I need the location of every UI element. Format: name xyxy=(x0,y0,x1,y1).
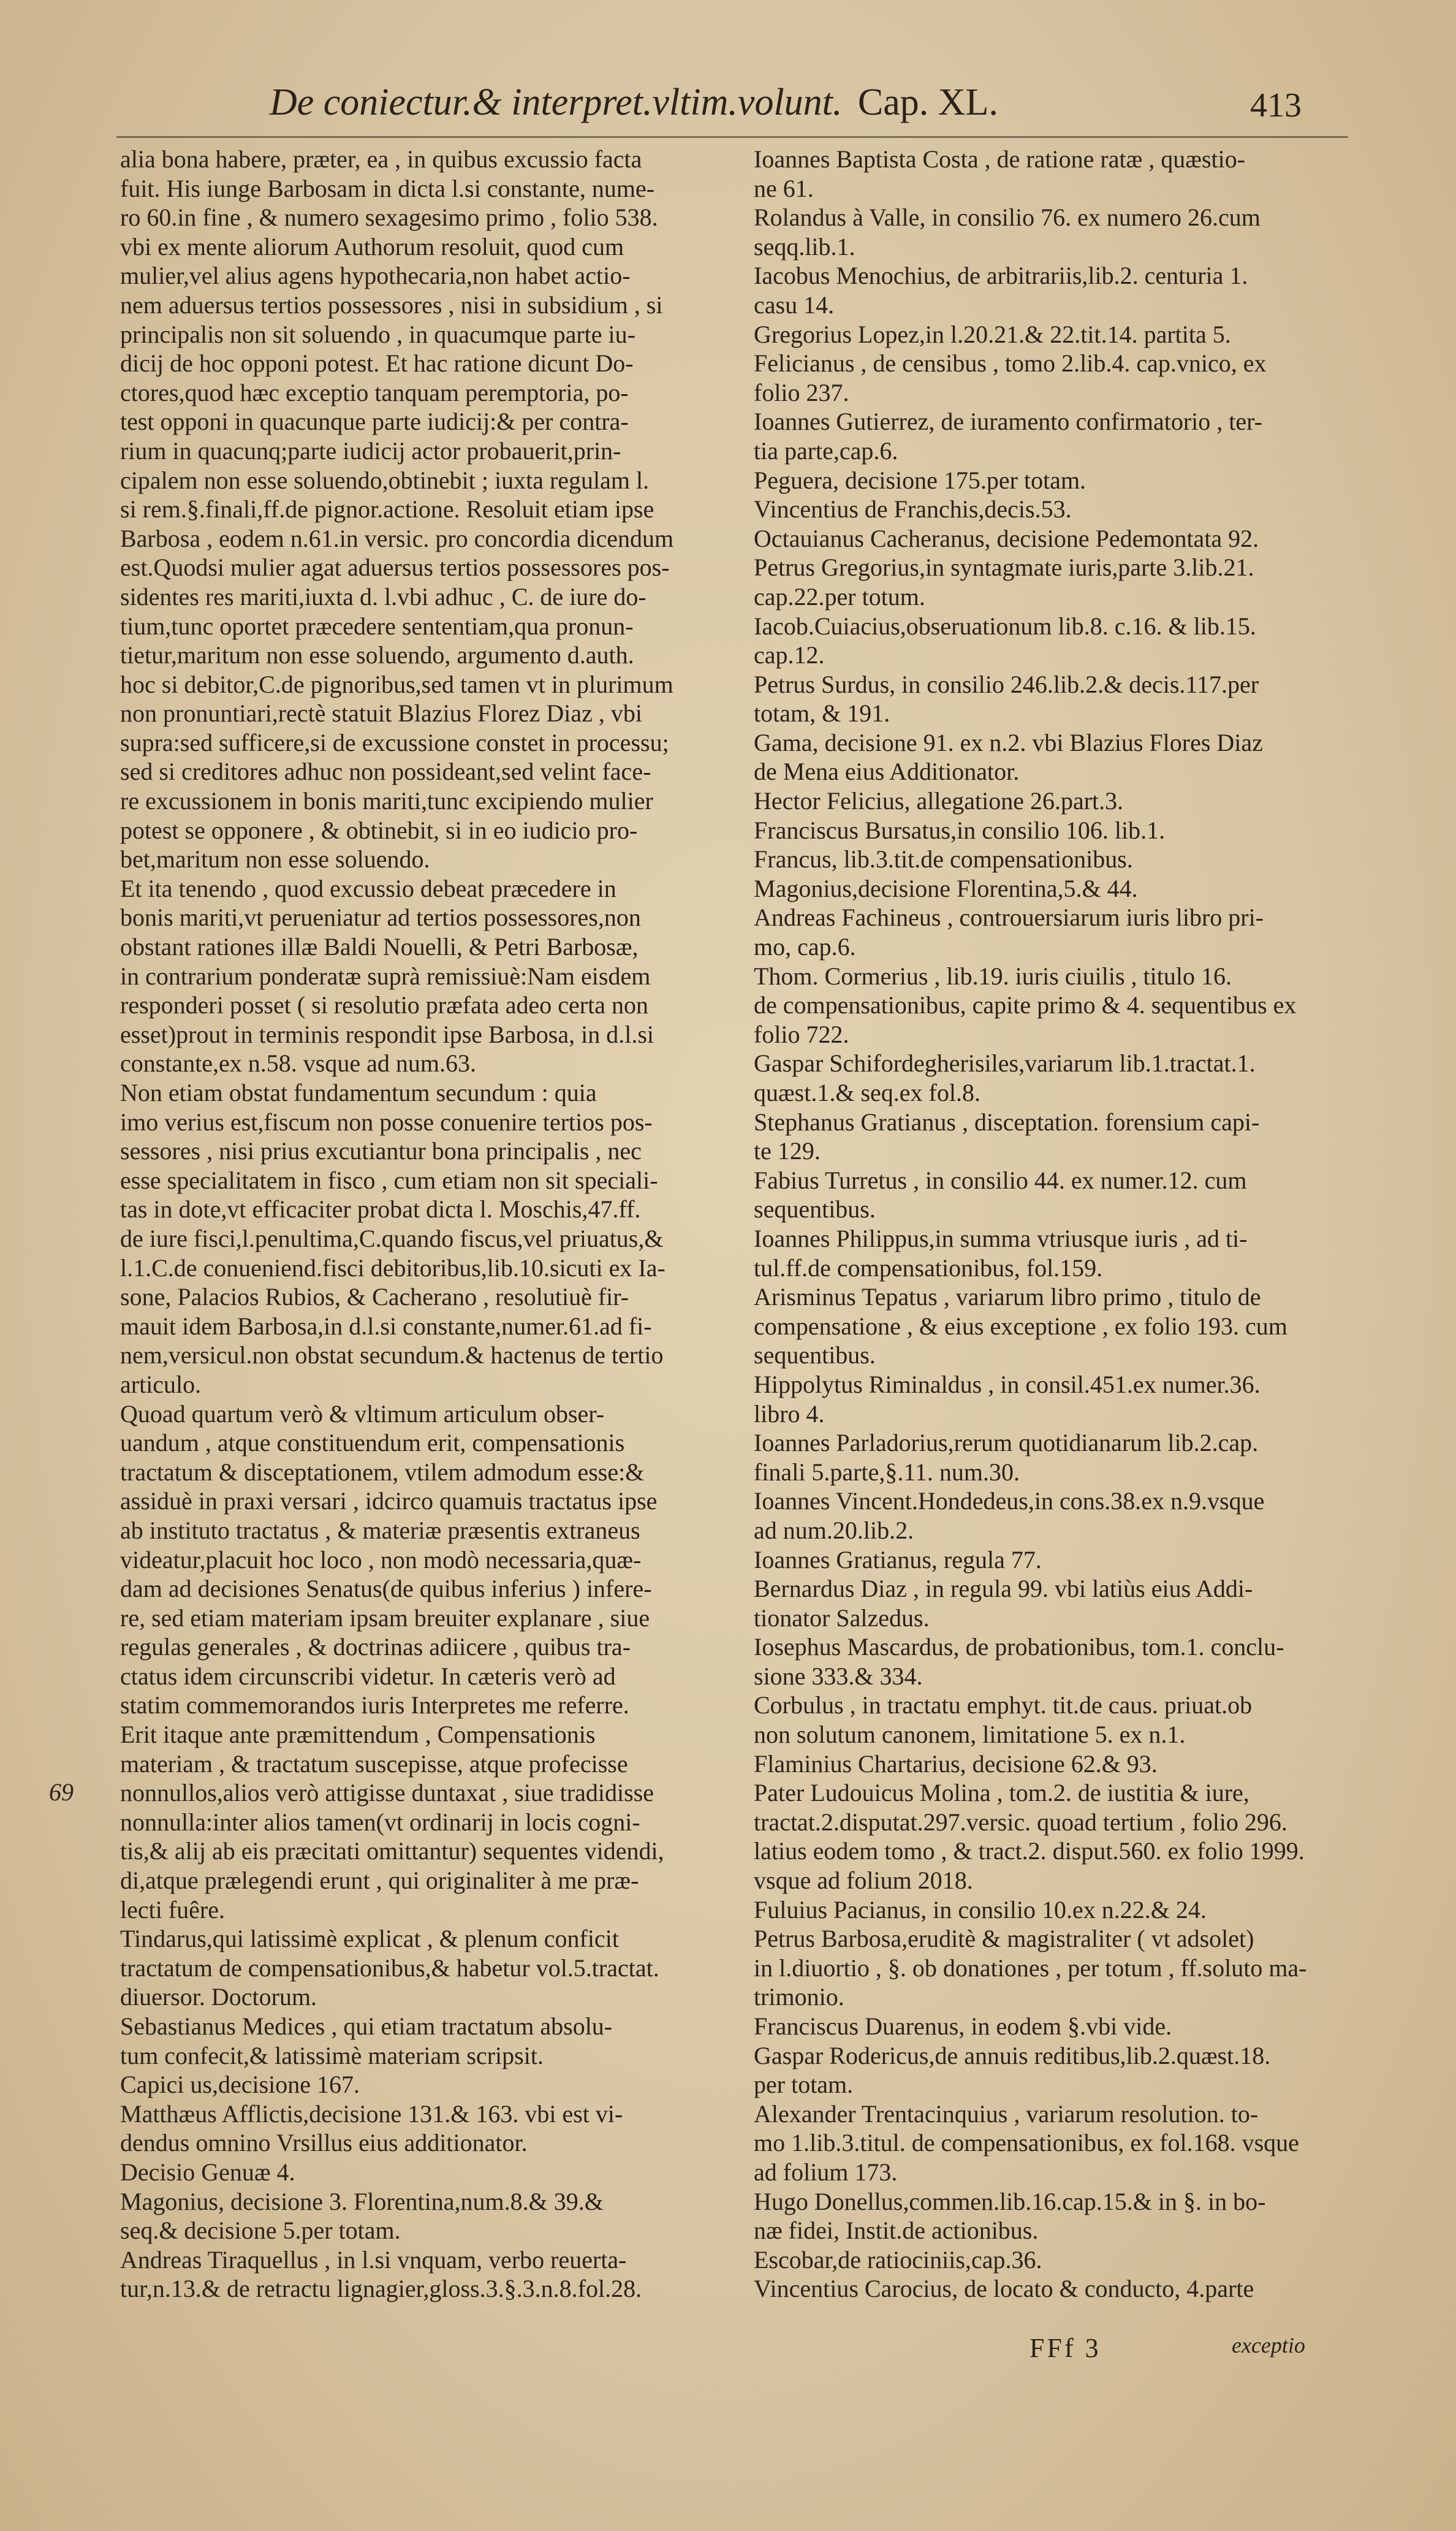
text-line: lecti fuêre. xyxy=(120,1895,225,1924)
text-line: supra:sed sufficere,si de excussione constet in processu; xyxy=(120,728,669,756)
text-line: l.1.C.de conueniend.fisci debitoribus,lib.10.sicuti ex Ia- xyxy=(120,1254,665,1282)
text-line: ad num.20.lib.2. xyxy=(754,1516,914,1544)
text-line: in contrarium ponderatæ suprà remissiuè:Nam eisdem xyxy=(120,962,651,990)
text-line: Arisminus Tepatus , variarum libro primo , titulo de xyxy=(754,1283,1261,1311)
text-line: te 129. xyxy=(754,1137,821,1165)
text-line: fuit. His iunge Barbosam in dicta l.si constante, nume- xyxy=(120,174,655,202)
text-line: Decisio Genuæ 4. xyxy=(120,2158,295,2186)
left-column xyxy=(120,145,727,2304)
text-line: obstant rationes illæ Baldi Nouelli, & Petri Barbosæ, xyxy=(120,933,639,961)
text-line: rium in quacunq;parte iudicij actor probauerit,prin- xyxy=(120,436,621,465)
text-line: bet,maritum non esse soluendo. xyxy=(120,845,430,873)
text-line: seq.& decisione 5.per totam. xyxy=(120,2217,401,2245)
running-header xyxy=(270,81,1324,142)
text-line: assiduè in praxi versari , idcirco quamuis tractatus ipse xyxy=(120,1487,658,1515)
text-line: Franciscus Bursatus,in consilio 106. lib.1. xyxy=(754,816,1166,844)
text-line: Rolandus à Valle, in consilio 76. ex numero 26.cum xyxy=(754,204,1261,232)
text-line: finali 5.parte,§.11. num.30. xyxy=(754,1458,1020,1486)
header-title: De coniectur.& interpret.vltim.volunt. xyxy=(270,82,843,123)
text-line: Franciscus Duarenus, in eodem §.vbi vide. xyxy=(754,2012,1172,2040)
margin-note: 69 xyxy=(49,1778,74,1806)
signature-mark: FFf 3 xyxy=(1029,2333,1101,2363)
text-line: Gama, decisione 91. ex n.2. vbi Blazius Flores Diaz xyxy=(754,728,1263,756)
text-line: de compensationibus, capite primo & 4. sequentibus ex xyxy=(754,991,1297,1019)
text-line: tium,tunc oportet præcedere sententiam,qua pronun- xyxy=(120,612,634,640)
text-line: materiam , & tractatum suscepisse, atque profecisse xyxy=(120,1749,628,1778)
text-line: re excussionem in bonis mariti,tunc excipiendo mulier xyxy=(120,787,653,815)
text-line: sequentibus. xyxy=(754,1195,876,1224)
text-line: næ fidei, Instit.de actionibus. xyxy=(754,2217,1039,2245)
page-number: 413 xyxy=(1250,86,1302,124)
text-line: Felicianus , de censibus , tomo 2.lib.4. cap.vnico, ex xyxy=(754,349,1267,378)
text-line: non pronuntiari,rectè statuit Blazius Florez Diaz , vbi xyxy=(120,699,642,728)
text-line: constante,ex n.58. vsque ad num.63. xyxy=(120,1049,476,1078)
text-line: in l.diuortio , §. ob donationes , per totum , ff.soluto ma- xyxy=(754,1954,1307,1982)
text-line: Gaspar Schifordegherisiles,variarum lib.1.tractat.1. xyxy=(754,1049,1256,1078)
text-line: cap.12. xyxy=(754,641,825,669)
text-line: Iacobus Menochius, de arbitrariis,lib.2. centuria 1. xyxy=(754,262,1248,290)
text-line: folio 237. xyxy=(754,378,849,406)
text-line: libro 4. xyxy=(754,1399,825,1428)
text-line: di,atque prælegendi erunt , qui originaliter à me præ- xyxy=(120,1867,639,1895)
text-line: tractat.2.disputat.297.versic. quoad tertium , folio 296. xyxy=(754,1808,1287,1836)
text-line: quæst.1.& seq.ex fol.8. xyxy=(754,1079,980,1106)
text-line: sione 333.& 334. xyxy=(754,1662,923,1690)
text-line: principalis non sit soluendo , in quacumque parte iu- xyxy=(120,320,635,348)
text-line: Pater Ludouicus Molina , tom.2. de iustitia & iure, xyxy=(754,1779,1249,1807)
text-line: tionator Salzedus. xyxy=(754,1604,930,1632)
text-line: folio 722. xyxy=(754,1020,849,1048)
text-line: Flaminius Chartarius, decisione 62.& 93. xyxy=(754,1749,1158,1778)
text-line: vsque ad folium 2018. xyxy=(754,1867,973,1895)
text-line: Ioannes Baptista Costa , de ratione ratæ , quæstio- xyxy=(754,145,1246,173)
text-line: sessores , nisi prius excutiantur bona principalis , nec xyxy=(120,1137,642,1165)
text-line: ab instituto tractatus , & materiæ præsentis extraneus xyxy=(120,1516,640,1544)
text-line: tas in dote,vt efficaciter probat dicta l. Moschis,47.ff. xyxy=(120,1195,641,1224)
text-line: Magonius, decisione 3. Florentina,num.8.& 39.& xyxy=(120,2187,604,2215)
text-line: sidentes res mariti,iuxta d. l.vbi adhuc , C. de iure do- xyxy=(120,582,646,611)
text-line: re, sed etiam materiam ipsam breuiter explanare , siue xyxy=(120,1604,650,1632)
text-line: Capici us,decisione 167. xyxy=(120,2071,360,2099)
text-line: latius eodem tomo , & tract.2. disput.560. ex folio 1999. xyxy=(754,1837,1305,1865)
text-line: trimonio. xyxy=(754,1983,844,2011)
text-line: Ioannes Philippus,in summa vtriusque iuris , ad ti- xyxy=(754,1224,1248,1252)
text-line: Ioannes Gutierrez, de iuramento confirmatorio , ter- xyxy=(754,408,1262,436)
text-line: seqq.lib.1. xyxy=(754,232,855,261)
text-line: Octauianus Cacheranus, decisione Pedemontata 92. xyxy=(754,524,1259,552)
text-line: Thom. Cormerius , lib.19. iuris ciuilis , titulo 16. xyxy=(754,962,1232,990)
text-line: Iosephus Mascardus, de probationibus, tom.1. conclu- xyxy=(754,1633,1284,1661)
text-line: totam, & 191. xyxy=(754,699,890,728)
text-line: tia parte,cap.6. xyxy=(754,436,898,465)
text-line: videatur,placuit hoc loco , non modò necessaria,quæ- xyxy=(120,1545,642,1574)
text-line: sed si creditores adhuc non possideant,sed velint face- xyxy=(120,758,651,786)
text-line: compensatione , & eius exceptione , ex folio 193. cum xyxy=(754,1312,1287,1340)
text-line: dicij de hoc opponi potest. Et hac ratione dicunt Do- xyxy=(120,349,634,378)
text-line: dam ad decisiones Senatus(de quibus inferius ) infere- xyxy=(120,1575,652,1603)
text-line: Andreas Fachineus , controuersiarum iuris libro pri- xyxy=(754,904,1264,932)
text-line: Petrus Surdus, in consilio 246.lib.2.& decis.117.per xyxy=(754,670,1259,698)
text-line: Hippolytus Riminaldus , in consil.451.ex numer.36. xyxy=(754,1370,1261,1398)
text-line: Vincentius de Franchis,decis.53. xyxy=(754,495,1072,523)
text-line: Vincentius Carocius, de locato & conducto, 4.parte xyxy=(754,2275,1254,2303)
text-line: Fuluius Pacianus, in consilio 10.ex n.22.& 24. xyxy=(754,1895,1207,1924)
text-line: Magonius,decisione Florentina,5.& 44. xyxy=(754,874,1138,902)
text-line: Tindarus,qui latissimè explicat , & plenum conficit xyxy=(120,1925,619,1953)
text-line: alia bona habere, præter, ea , in quibus excussio facta xyxy=(120,145,642,173)
text-line: sone, Palacios Rubios, & Cacherano , resolutiuè fir- xyxy=(120,1283,629,1311)
text-line: articulo. xyxy=(120,1370,202,1398)
text-line: Barbosa , eodem n.61.in versic. pro concordia dicendum xyxy=(120,524,674,552)
text-line: nem aduersus tertios possessores , nisi in subsidium , si xyxy=(120,291,663,319)
text-line: responderi posset ( si resolutio præfata adeo certa non xyxy=(120,991,648,1019)
text-line: Francus, lib.3.tit.de compensationibus. xyxy=(754,845,1133,873)
text-line: tietur,maritum non esse soluendo, argumento d.auth. xyxy=(120,641,634,669)
text-line: Hugo Donellus,commen.lib.16.cap.15.& in §. in bo- xyxy=(754,2187,1266,2215)
text-line: regulas generales , & doctrinas adiicere , quibus tra- xyxy=(120,1633,631,1661)
text-line: Bernardus Diaz , in regula 99. vbi latiùs eius Addi- xyxy=(754,1575,1253,1603)
text-line: tis,& alij ab eis præcitati omittantur) sequentes videndi, xyxy=(120,1837,664,1865)
text-line: Peguera, decisione 175.per totam. xyxy=(754,466,1086,494)
text-line: ctores,quod hæc exceptio tanquam peremptoria, po- xyxy=(120,378,629,406)
text-line: tul.ff.de compensationibus, fol.159. xyxy=(754,1254,1103,1282)
header-rule xyxy=(116,136,1348,138)
text-line: Gaspar Rodericus,de annuis reditibus,lib.2.quæst.18. xyxy=(754,2041,1271,2069)
text-line: Non etiam obstat fundamentum secundum : quia xyxy=(120,1079,597,1106)
text-line: tur,n.13.& de retractu lignagier,gloss.3.§.3.n.8.fol.28. xyxy=(120,2275,642,2303)
text-line: nonnullos,alios verò attigisse duntaxat , siue tradidisse xyxy=(120,1779,654,1807)
text-line: ctatus idem circunscribi videtur. In cæteris verò ad xyxy=(120,1662,616,1690)
header-chapter: Cap. XL. xyxy=(857,82,998,123)
text-line: Escobar,de ratiociniis,cap.36. xyxy=(754,2245,1042,2274)
text-line: mauit idem Barbosa,in d.l.si constante,numer.61.ad fi- xyxy=(120,1312,652,1340)
text-line: nonnulla:inter alios tamen(vt ordinarij in locis cogni- xyxy=(120,1808,640,1836)
text-line: statim commemorandos iuris Interpretes me referre. xyxy=(120,1691,629,1719)
text-line: Fabius Turretus , in consilio 44. ex numer.12. cum xyxy=(754,1166,1247,1194)
text-line: Alexander Trentacinquius , variarum resolution. to- xyxy=(754,2099,1259,2128)
text-line: Quoad quartum verò & vltimum articulum obser- xyxy=(120,1399,605,1428)
text-line: Erit itaque ante præmittendum , Compensationis xyxy=(120,1721,596,1749)
text-line: si rem.§.finali,ff.de pignor.actione. Resoluit etiam ipse xyxy=(120,495,654,523)
text-line: tractatum de compensationibus,& habetur vol.5.tractat. xyxy=(120,1954,659,1982)
text-line: est.Quodsi mulier agat aduersus tertios possessores pos- xyxy=(120,554,670,582)
text-line: imo verius est,fiscum non posse conuenire tertios pos- xyxy=(120,1108,653,1136)
text-line: mo, cap.6. xyxy=(754,933,856,961)
text-line: Gregorius Lopez,in l.20.21.& 22.tit.14. partita 5. xyxy=(754,320,1231,348)
text-line: de iure fisci,l.penultima,C.quando fiscus,vel priuatus,& xyxy=(120,1224,664,1252)
text-line: ne 61. xyxy=(754,174,814,202)
text-line: de Mena eius Additionator. xyxy=(754,758,1020,786)
text-line: Matthæus Afflictis,decisione 131.& 163. vbi est vi- xyxy=(120,2099,623,2128)
text-line: Ioannes Vincent.Hondedeus,in cons.38.ex n.9.vsque xyxy=(754,1487,1265,1515)
text-line: diuersor. Doctorum. xyxy=(120,1983,317,2011)
text-line: ad folium 173. xyxy=(754,2158,898,2186)
text-line: potest se opponere , & obtinebit, si in eo iudicio pro- xyxy=(120,816,638,844)
text-line: Ioannes Gratianus, regula 77. xyxy=(754,1545,1042,1574)
text-line: mo 1.lib.3.titul. de compensationibus, ex fol.168. vsque xyxy=(754,2129,1299,2157)
text-line: sequentibus. xyxy=(754,1341,876,1369)
text-line: Corbulus , in tractatu emphyt. tit.de caus. priuat.ob xyxy=(754,1691,1253,1719)
text-line: Petrus Gregorius,in syntagmate iuris,parte 3.lib.21. xyxy=(754,554,1254,582)
text-line: Sebastianus Medices , qui etiam tractatum absolu- xyxy=(120,2012,613,2040)
text-line: vbi ex mente aliorum Authorum resoluit, quod cum xyxy=(120,232,624,261)
text-line: tractatum & disceptationem, vtilem admodum esse:& xyxy=(120,1458,645,1486)
text-line: Ioannes Parladorius,rerum quotidianarum lib.2.cap. xyxy=(754,1429,1259,1457)
text-line: cap.22.per totum. xyxy=(754,582,925,611)
catchword: exceptio xyxy=(1232,2333,1305,2358)
text-line: non solutum canonem, limitatione 5. ex n.1. xyxy=(754,1721,1186,1749)
text-line: ro 60.in fine , & numero sexagesimo primo , folio 538. xyxy=(120,204,658,232)
text-line: Stephanus Gratianus , disceptation. forensium capi- xyxy=(754,1108,1260,1136)
text-line: esse specialitatem in fisco , cum etiam non sit speciali- xyxy=(120,1166,658,1194)
text-line: Petrus Barbosa,eruditè & magistraliter ( vt adsolet) xyxy=(754,1925,1254,1953)
text-line: Et ita tenendo , quod excussio debeat præcedere in xyxy=(120,874,616,902)
text-line: dendus omnino Vrsillus eius additionator. xyxy=(120,2129,528,2157)
text-line: Hector Felicius, allegatione 26.part.3. xyxy=(754,787,1124,815)
text-line: mulier,vel alius agens hypothecaria,non habet actio- xyxy=(120,262,631,290)
text-line: cipalem non esse soluendo,obtinebit ; iuxta regulam l. xyxy=(120,466,650,494)
text-line: casu 14. xyxy=(754,291,835,319)
text-line: per totam. xyxy=(754,2071,854,2099)
text-line: tum confecit,& latissimè materiam scripsit. xyxy=(120,2041,544,2069)
text-line: hoc si debitor,C.de pignoribus,sed tamen vt in plurimum xyxy=(120,670,673,698)
text-line: bonis mariti,vt perueniatur ad tertios possessores,non xyxy=(120,904,641,932)
text-line: uandum , atque constituendum erit, compensationis xyxy=(120,1429,625,1457)
text-line: esset)prout in terminis respondit ipse Barbosa, in d.l.si xyxy=(120,1020,654,1048)
right-column xyxy=(754,145,1360,2304)
text-line: nem,versicul.non obstat secundum.& hactenus de tertio xyxy=(120,1341,664,1369)
text-line: Andreas Tiraquellus , in l.si vnquam, verbo reuerta- xyxy=(120,2245,627,2274)
text-line: Iacob.Cuiacius,obseruationum lib.8. c.16. & lib.15. xyxy=(754,612,1256,640)
text-line: test opponi in quacunque parte iudicij:& per contra- xyxy=(120,408,629,436)
